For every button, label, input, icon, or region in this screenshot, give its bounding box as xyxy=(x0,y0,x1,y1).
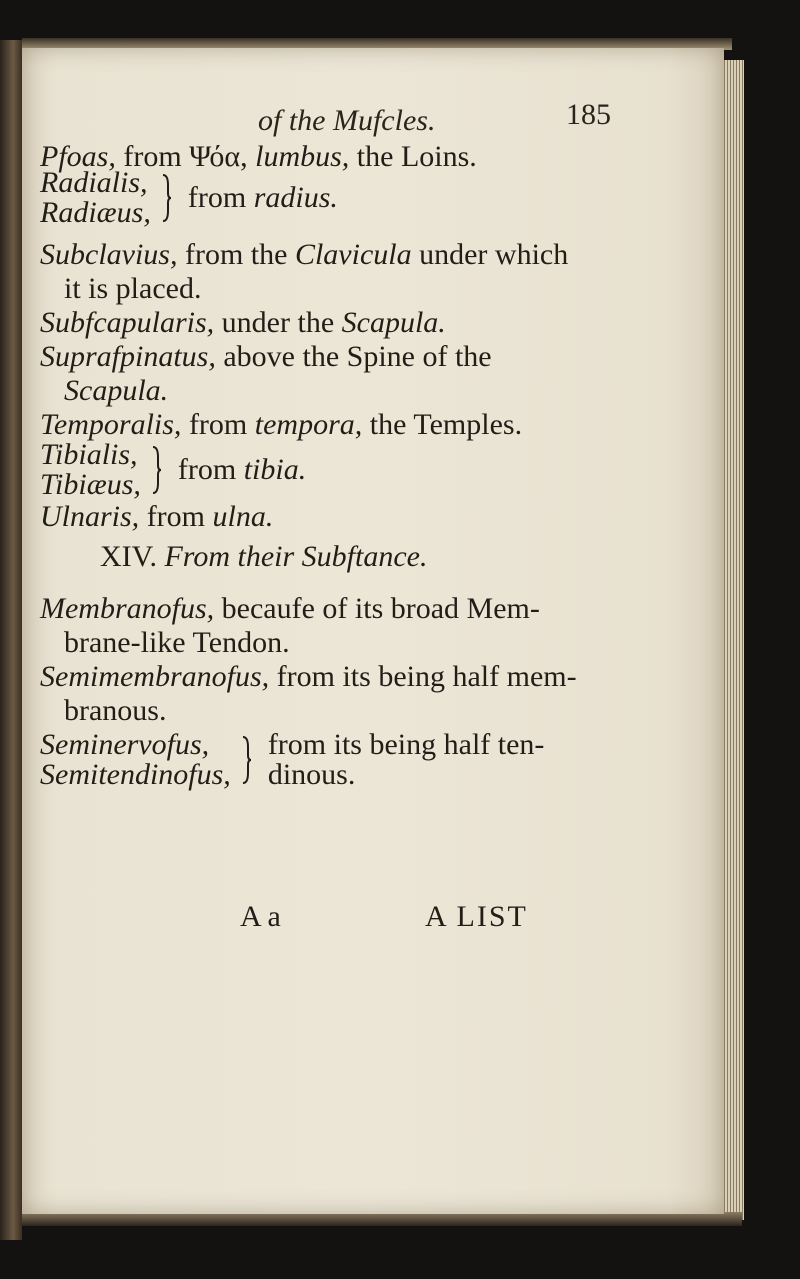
greek-term: Ψόα, xyxy=(189,140,248,173)
entry-text: above the Spine of the xyxy=(223,340,492,373)
entry-text: from the xyxy=(184,238,288,271)
muscle-name: Temporalis, xyxy=(40,408,182,441)
catchword: A LIST xyxy=(425,900,528,933)
entry-tibialis-group xyxy=(40,440,306,500)
muscle-name: Semitendinofus, xyxy=(40,758,231,791)
entry-seminervosus-group xyxy=(40,730,544,790)
entry-text: from xyxy=(123,140,182,173)
signature-mark: A a xyxy=(240,900,281,933)
book-spine-shadow xyxy=(0,40,22,1240)
muscle-names xyxy=(40,730,231,790)
entry-supraspinatus xyxy=(40,340,492,374)
muscle-name: Semimembranofus, xyxy=(40,660,270,693)
brace-icon xyxy=(242,735,252,785)
latin-term: Clavicula xyxy=(294,238,412,271)
muscle-name: Subclavius, xyxy=(40,238,178,271)
muscle-name: Ulnaris, xyxy=(40,500,140,533)
latin-term: lumbus, xyxy=(255,140,350,173)
muscle-names xyxy=(40,440,141,500)
latin-term: Scapula. xyxy=(341,306,446,339)
entry-text: dinous. xyxy=(267,758,356,791)
muscle-name: Radiæus, xyxy=(40,196,151,229)
entry-subclavius-cont: it is placed. xyxy=(64,272,202,305)
entry-meaning: the Temples. xyxy=(369,408,523,441)
entry-semimembranosus-cont: branous. xyxy=(64,694,167,727)
muscle-name: Tibialis, xyxy=(40,438,138,471)
section-heading xyxy=(100,540,427,574)
entry-text: from xyxy=(187,181,247,214)
entry-text: under which xyxy=(419,238,569,271)
muscle-name: Membranofus, xyxy=(40,592,215,625)
entry-subscapularis xyxy=(40,306,446,340)
muscle-name: Radialis, xyxy=(40,166,148,199)
latin-term: tempora, xyxy=(254,408,363,441)
latin-term: tibia. xyxy=(243,453,307,486)
entry-semimembranosus xyxy=(40,660,577,694)
entry-ulnaris xyxy=(40,500,273,534)
page-fore-edge xyxy=(724,60,744,1220)
muscle-name: Subfcapularis, xyxy=(40,306,215,339)
entry-text-group xyxy=(268,730,545,790)
entry-text: from xyxy=(146,500,206,533)
entry-text-group xyxy=(188,183,338,213)
entry-text: under the xyxy=(221,306,335,339)
muscle-name: Tibiæus, xyxy=(40,468,141,501)
brace-icon xyxy=(152,445,162,495)
entry-temporalis xyxy=(40,408,522,442)
entry-text: from its being half ten- xyxy=(267,728,545,761)
page-bottom-edge xyxy=(22,1212,742,1226)
entry-text: from xyxy=(177,453,237,486)
page-number: 185 xyxy=(566,98,611,131)
latin-term: ulna. xyxy=(212,500,274,533)
entry-membranosus xyxy=(40,592,540,626)
entry-subclavius xyxy=(40,238,568,272)
muscle-name: Seminervofus, xyxy=(40,728,210,761)
latin-term: Scapula. xyxy=(64,374,169,407)
latin-term: radius. xyxy=(253,181,338,214)
entry-meaning: the Loins. xyxy=(356,140,477,173)
muscle-name: Pfoas, xyxy=(40,140,116,173)
running-head: of the Mufcles. xyxy=(258,104,436,137)
entry-text: from xyxy=(188,408,248,441)
brace-icon xyxy=(162,173,172,223)
entry-text: becaufe of its broad Mem- xyxy=(221,592,540,625)
entry-text: from its being half mem- xyxy=(276,660,577,693)
section-title: From their Subftance. xyxy=(164,540,428,573)
muscle-name: Suprafpinatus, xyxy=(40,340,216,373)
muscle-names xyxy=(40,168,151,228)
entry-radialis-group xyxy=(40,168,338,228)
entry-membranosus-cont: brane-like Tendon. xyxy=(64,626,290,659)
section-numeral: XIV. xyxy=(100,540,157,573)
entry-text-group xyxy=(178,455,306,485)
